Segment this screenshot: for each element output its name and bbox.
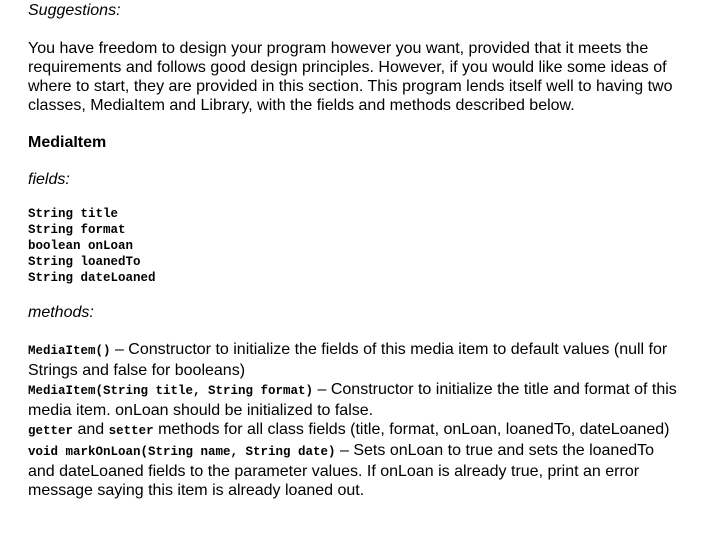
method-description: – Sets onLoan to true and sets the loanedTo and dateLoaned fields to the parameter values. If onLoan is already true, print an error message saying this item is already loaned out. [28,442,655,499]
field-item: boolean onLoan [28,239,134,253]
method-description: and [73,421,109,438]
field-item: String format [28,223,126,237]
method-signature: getter [28,424,74,438]
fields-list [28,206,708,286]
method-item [28,340,678,380]
method-signature: MediaItem(String title, String format) [28,384,314,398]
method-signature: void markOnLoan(String name, String date) [28,445,336,459]
method-description: – Constructor to initialize the fields of this media item to default values (null for Strings and false for booleans) [28,341,668,379]
field-item: String dateLoaned [28,271,156,285]
field-item: String loanedTo [28,255,141,269]
method-signature: MediaItem() [28,344,111,358]
methods-list [28,340,708,500]
method-item [28,441,678,500]
suggestions-heading: Suggestions: [28,2,121,19]
intro-paragraph: You have freedom to design your program however you want, provided that it meets the requirements and follows good design principles. However, if you would like some ideas of where to start, they are provided in this section. This program lends itself well to having two classes, MediaItem and Library, with the fields and methods described below. [28,40,673,114]
method-signature: setter [108,424,154,438]
method-item [28,420,678,441]
method-description: – Constructor to initialize the title and format of this media item. onLoan should be initialized to false. [28,381,677,419]
methods-heading: methods: [28,304,94,321]
method-description: methods for all class fields (title, format, onLoan, loanedTo, dateLoaned) [153,421,670,438]
class-heading: MediaItem [28,134,107,151]
fields-heading: fields: [28,171,70,188]
method-item [28,380,678,420]
field-item: String title [28,207,119,221]
